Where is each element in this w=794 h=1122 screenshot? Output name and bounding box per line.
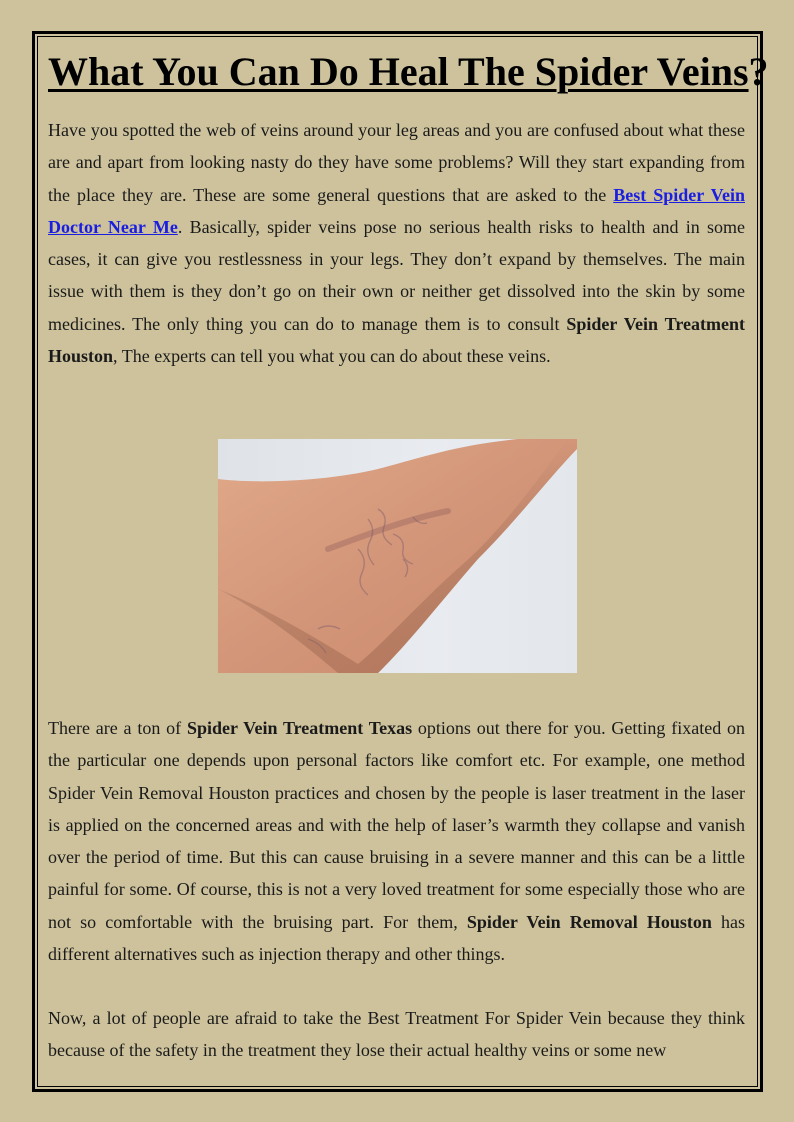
- intro-text-1: Have you spotted the web of veins around your leg areas and you are confused about what these are and apart from looking nasty do they have some problems? Will they start expanding from the place they are. These are some general questions that are asked to the: [48, 120, 745, 205]
- page-title-text: What You Can Do Heal The Spider Veins: [48, 49, 749, 94]
- options-bold-texas: Spider Vein Treatment Texas: [186, 718, 413, 738]
- treatment-options-section: [48, 712, 745, 970]
- article-top: [48, 44, 769, 372]
- options-text-1: There are a ton of: [48, 718, 187, 738]
- intro-text-3: , The experts can tell you what you can do about these veins.: [113, 346, 551, 367]
- arm-photo-illustration: [218, 439, 577, 673]
- safety-text-1: Now, a lot of people are afraid to take the Best Treatment For Spider Vein because they think because of the safety in the treatment they lose their actual healthy veins or some new: [48, 1008, 745, 1061]
- page-title-question-mark: ?: [748, 49, 769, 94]
- safety-section: [48, 1002, 745, 1067]
- options-text-3: has different alternatives such as injection therapy and other things.: [48, 911, 746, 965]
- intro-bold-houston: Spider Vein Treatment Houston: [48, 313, 745, 367]
- options-bold-removal-houston: Spider Vein Removal Houston: [466, 911, 712, 932]
- safety-paragraph: [48, 1002, 745, 1067]
- page-title: [48, 44, 769, 100]
- intro-paragraph: [48, 114, 745, 372]
- treatment-options-paragraph: [48, 712, 745, 970]
- options-text-2: options out there for you. Getting fixated on the particular one depends upon personal factors like comfort etc. For example, one method Spider Vein Removal Houston practices and chosen by the people is laser treatment in the laser is applied on the concerned areas and with the help of laser’s warmth they collapse and vanish over the period of time. But this can cause bruising in a severe manner and this can be a little painful for some. Of course, this is not a very loved treatment for some especially those who are not so comfortable with the bruising part. For them,: [48, 718, 745, 932]
- arm-spider-veins-image: [218, 439, 577, 673]
- intro-text-2: . Basically, spider veins pose no serious health risks to health and in some cases, it can give you restlessness in your legs. They don’t expand by themselves. The main issue with them is they don’t go on their own or neither get dissolved into the skin by some medicines. The only thing you can do to manage them is to consult: [48, 216, 745, 334]
- best-spider-vein-doctor-link[interactable]: Best Spider Vein Doctor Near Me: [48, 184, 745, 237]
